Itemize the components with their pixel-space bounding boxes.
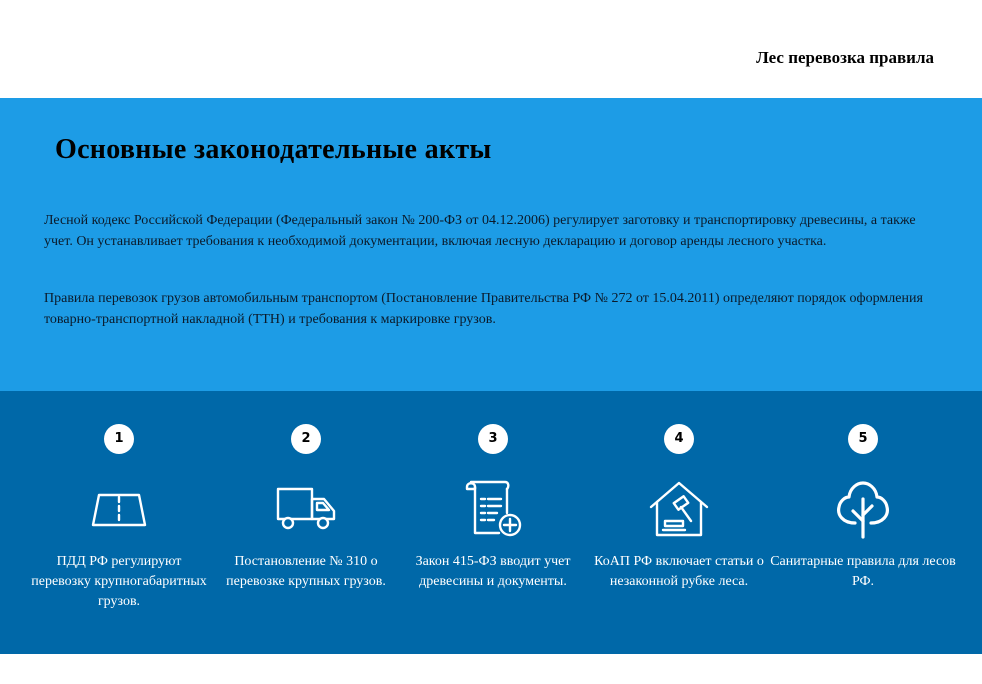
road-icon bbox=[87, 477, 151, 541]
legislation-intro-section bbox=[0, 98, 982, 391]
tree-icon bbox=[831, 477, 895, 541]
feature-item-traffic-rules bbox=[26, 391, 212, 654]
feature-text: Закон 415-ФЗ вводит учет древесины и документы. bbox=[415, 554, 571, 589]
feature-text: Санитарные правила для лесов РФ. bbox=[770, 554, 956, 589]
feature-item-sanitary-rules bbox=[770, 391, 956, 654]
document-scroll-icon bbox=[461, 477, 525, 541]
feature-text: ПДД РФ регулируют перевозку крупногабаритных грузов. bbox=[31, 554, 207, 609]
feature-text: КоАП РФ включает статьи о незаконной рубке леса. bbox=[594, 554, 764, 589]
feature-item-resolution-310 bbox=[213, 391, 399, 654]
page-footer-strip bbox=[0, 654, 982, 684]
house-gavel-icon bbox=[647, 477, 711, 541]
feature-item-law-415 bbox=[400, 391, 586, 654]
feature-item-koap bbox=[586, 391, 772, 654]
feature-number-badge: 2 bbox=[291, 424, 321, 454]
feature-number-badge: 1 bbox=[104, 424, 134, 454]
truck-icon bbox=[274, 477, 338, 541]
site-title[interactable]: Лес перевозка правила bbox=[756, 48, 934, 67]
feature-text: Постановление № 310 о перевозке крупных грузов. bbox=[226, 554, 386, 589]
legislation-features-section bbox=[0, 391, 982, 654]
section-heading: Основные законодательные акты bbox=[55, 134, 492, 165]
intro-paragraph-transport-rules: Правила перевозок грузов автомобильным транспортом (Постановление Правительства РФ № 272 от 15.04.2011) определяют порядок оформления товарно-транспортной накладной (ТТН) и требования к маркировке грузов. bbox=[44, 291, 923, 327]
feature-number-badge: 4 bbox=[664, 424, 694, 454]
feature-number-badge: 3 bbox=[478, 424, 508, 454]
site-header bbox=[0, 0, 982, 98]
feature-number-badge: 5 bbox=[848, 424, 878, 454]
intro-paragraph-forest-code: Лесной кодекс Российской Федерации (Федеральный закон № 200-ФЗ от 04.12.2006) регулирует заготовку и транспортировку древесины, а также учет. Он устанавливает требования к необходимой документации, включая лесную декларацию и договор аренды лесного участка. bbox=[44, 213, 916, 249]
